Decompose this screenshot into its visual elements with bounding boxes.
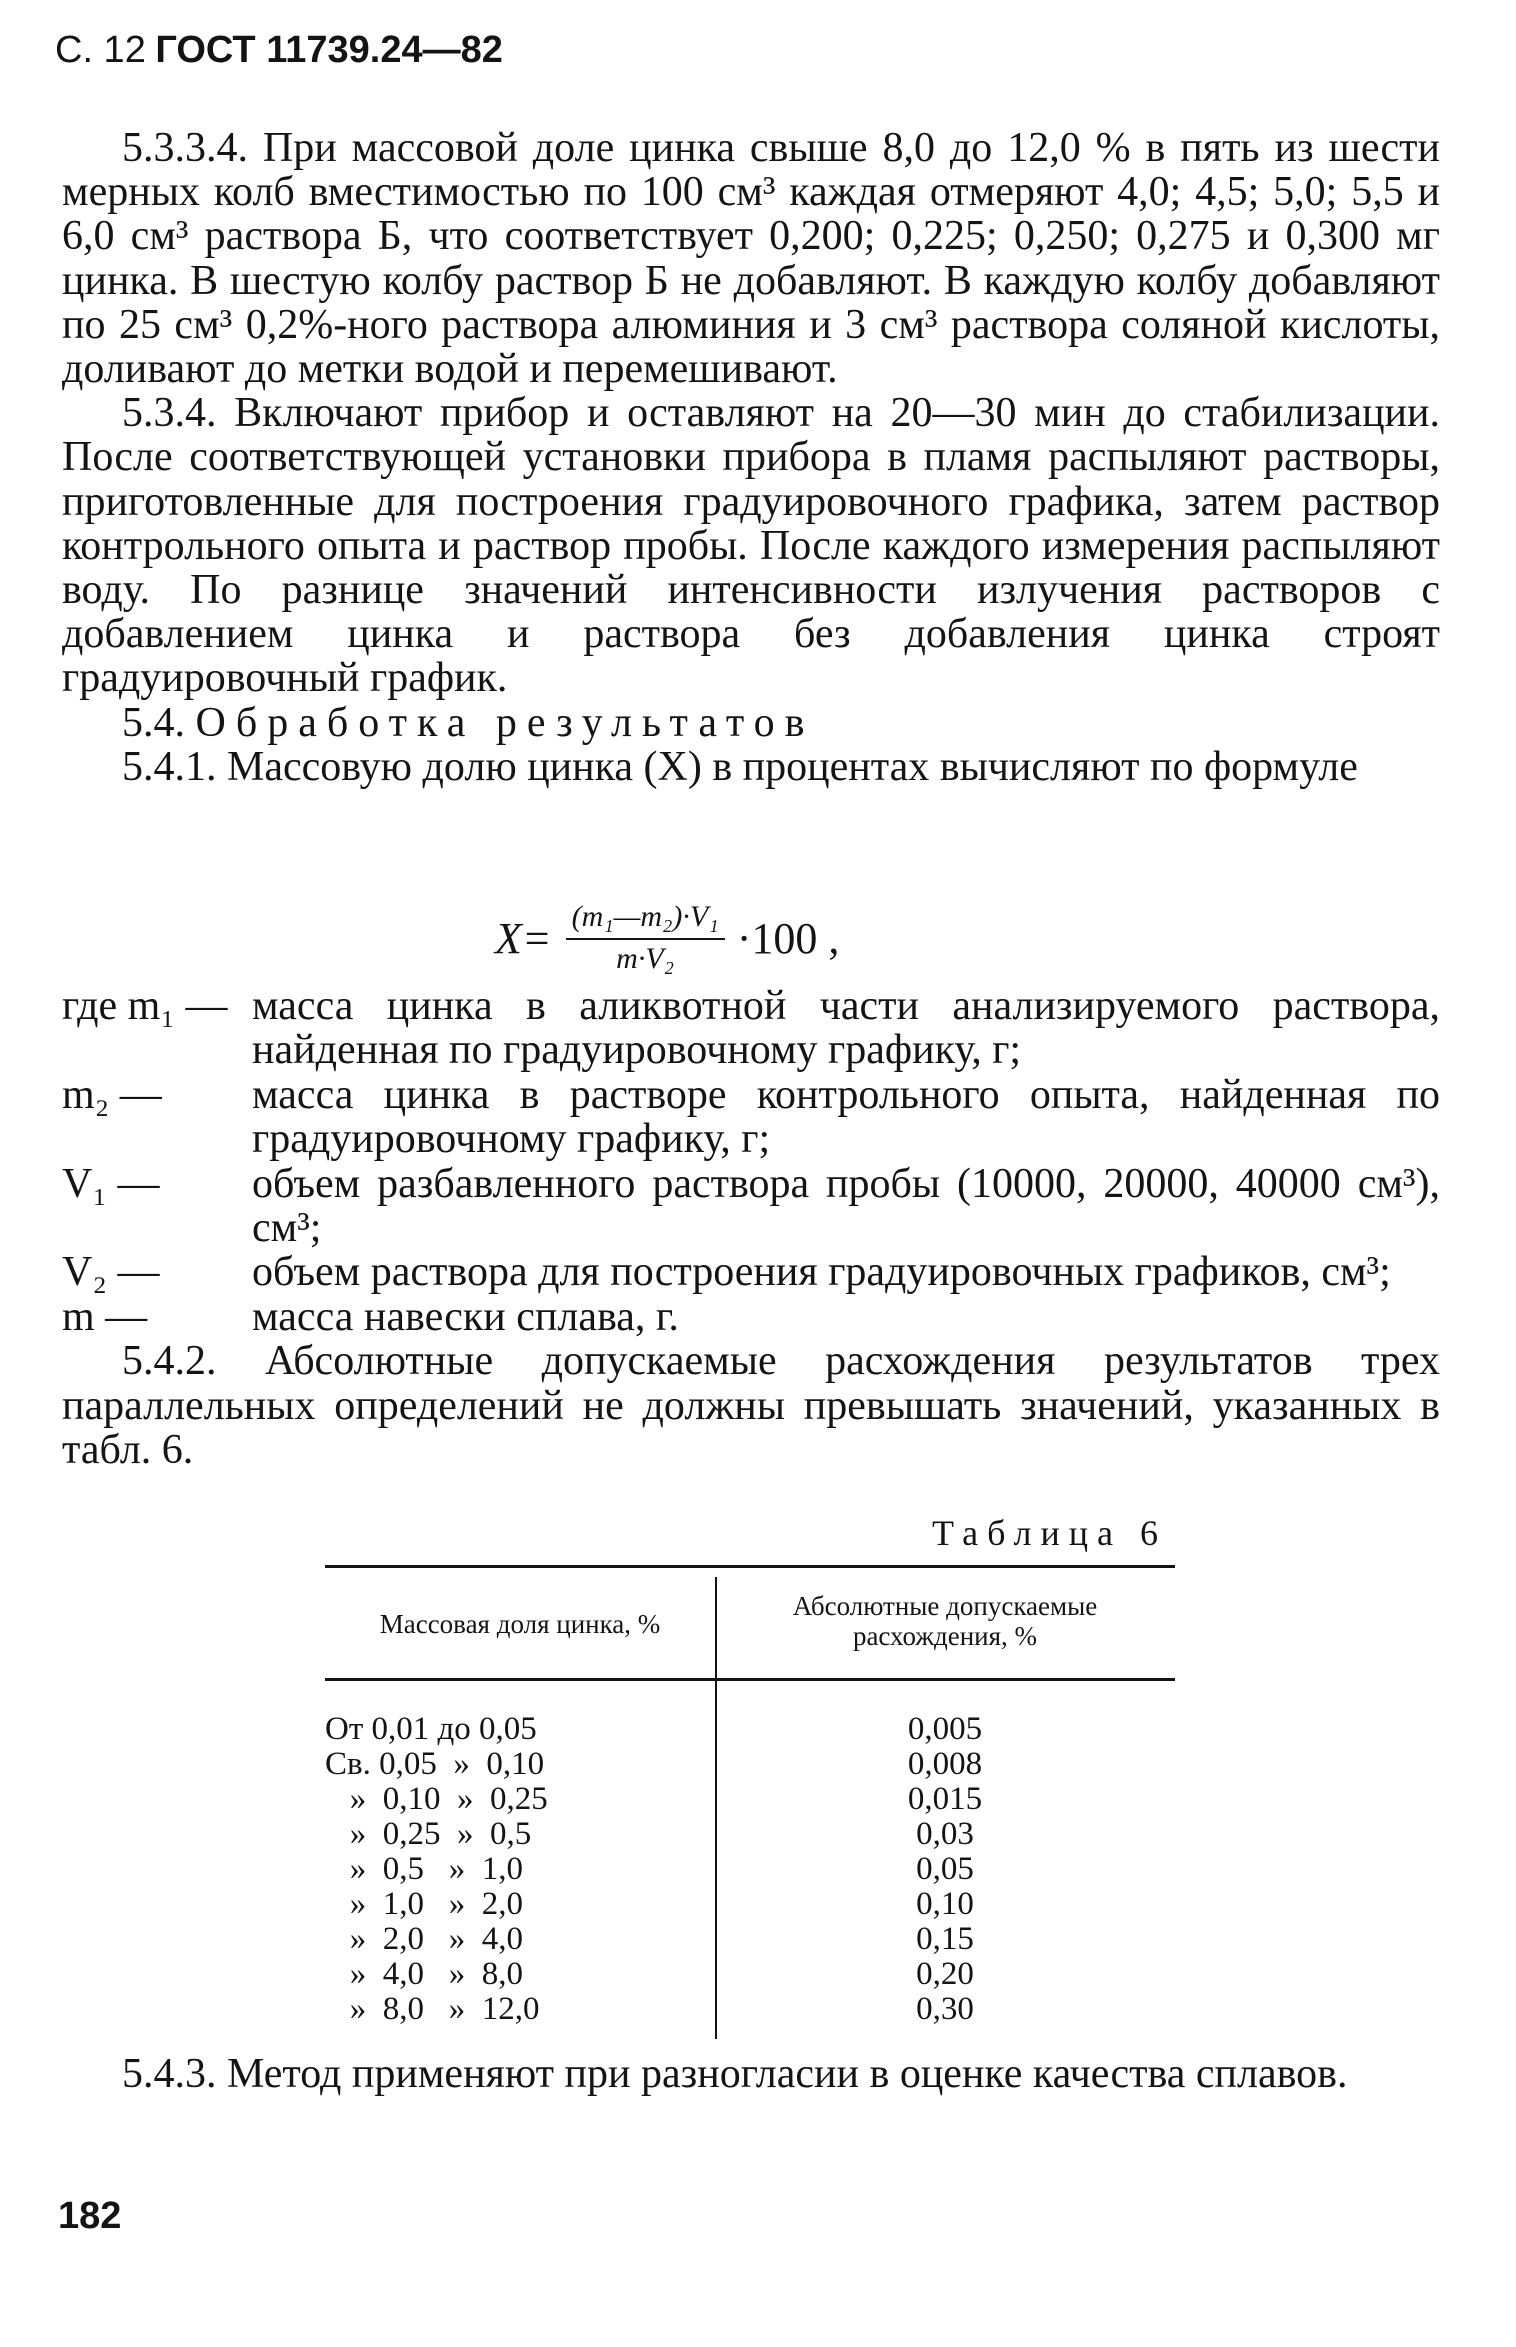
definition-text: объем раствора для построения градуировочных графиков, см³;: [252, 1249, 1391, 1296]
table-header-tolerance: Абсолютные допускаемые расхождения, %: [792, 1591, 1098, 1651]
cell-value: 0,05: [916, 1851, 974, 1887]
definition-item: [62, 1073, 1440, 1162]
paragraph-5-4-3-text: 5.4.3. Метод применяют при разногласии в оценке качества сплавов.: [122, 2051, 1348, 2097]
definitions-list: [62, 984, 1440, 1472]
formula: [495, 900, 839, 976]
header-section: С. 12: [55, 29, 146, 71]
cell-value: 0,008: [907, 1746, 983, 1782]
paragraph-5-4-2: 5.4.2. Абсолютные допускаемые расхождения результатов трех параллельных определений не должны превышать значений, указанных в табл. 6.: [62, 1338, 1440, 1474]
formula-denominator: m·V₂: [616, 942, 675, 975]
cell-value: 0,005: [907, 1711, 983, 1747]
table-title: Таблица 6: [932, 1513, 1167, 1553]
definition-symbol: m —: [62, 1293, 148, 1340]
paragraph-5-3-3-4: 5.3.3.4. При массовой доле цинка свыше 8,0 до 12,0 % в пять из шести мерных колб вместимостью по 100 см³ каждая отмеряют 4,0; 4,5; 5,0; 5,5 и 6,0 см³ раствора Б, что соответствует 0,200; 0,225; 0,250; 0,275 и 0,300 мг цинка. В шестую колбу раствор Б не добавляют. В каждую колбу добавляют по 25 см³ 0,2%-ного раствора алюминия и 3 см³ раствора соляной кислоты, доливают до метки водой и перемешивают.: [62, 125, 1440, 393]
cell-range: » 0,25 » 0,5: [325, 1816, 532, 1852]
definition-item: [62, 984, 1440, 1073]
table-row: [325, 1922, 1175, 1957]
cell-range: » 8,0 » 12,0: [325, 1991, 540, 2027]
paragraph-5-3-4: 5.3.4. Включают прибор и оставляют на 20—30 мин до стабилизации. После соответствующей установки прибора в пламя распыляют растворы, приготовленные для построения градуировочного графика, затем раствор контрольного опыта и раствор пробы. После каждого измерения распыляют воду. По разнице значений интенсивности излучения растворов с добавлением цинка и раствора без добавления цинка строят градуировочный график.: [62, 390, 1440, 702]
cell-range: » 0,10 » 0,25: [325, 1781, 548, 1817]
definition-symbol: V₁ —: [62, 1160, 160, 1207]
definition-text: масса цинка в растворе контрольного опыта, найденная по градуировочному графику, г;: [252, 1071, 1440, 1163]
cell-value: 0,20: [916, 1956, 974, 1992]
main-text: [62, 126, 1440, 789]
formula-lhs: X=: [495, 913, 552, 963]
cell-value: 0,30: [916, 1991, 974, 2027]
cell-range: » 2,0 » 4,0: [325, 1921, 523, 1957]
table-row: [325, 1957, 1175, 1992]
header-standard: ГОСТ 11739.24—82: [155, 29, 503, 71]
table-row: [325, 1817, 1175, 1852]
cell-range: От 0,01 до 0,05: [325, 1711, 537, 1747]
cell-value: 0,03: [916, 1816, 974, 1852]
cell-range: » 1,0 » 2,0: [325, 1886, 523, 1922]
table-body: [325, 1712, 1175, 2027]
table-row: [325, 1747, 1175, 1782]
definition-item: [62, 1162, 1440, 1251]
section-number: 5.4.: [122, 699, 185, 746]
definition-symbol: V₂ —: [62, 1249, 160, 1296]
cell-range: » 4,0 » 8,0: [325, 1956, 523, 1992]
cell-value: 0,15: [916, 1921, 974, 1957]
definition-symbol: m₂ —: [62, 1071, 162, 1118]
definition-symbol: где m₁ —: [62, 983, 228, 1029]
page-number: 182: [58, 2195, 122, 2237]
definition-text: объем разбавленного раствора пробы (10000, 20000, 40000 см³), см³;: [252, 1160, 1440, 1252]
table-row: [325, 1782, 1175, 1817]
formula-fraction: [566, 900, 725, 976]
table-top-rule: [325, 1565, 1175, 1568]
page-header: [55, 28, 503, 72]
paragraph-5-4-3: [62, 2052, 1440, 2096]
paragraph-5-4-1: 5.4.1. Массовую долю цинка (X) в процентах вычисляют по формуле: [122, 743, 1358, 790]
cell-value: 0,015: [907, 1781, 983, 1817]
definition-text: масса цинка в аликвотной части анализируемого раствора, найденная по градуировочному графику, г;: [252, 983, 1440, 1074]
definition-item: [62, 1250, 1440, 1294]
cell-range: » 0,5 » 1,0: [325, 1851, 523, 1887]
table-row: [325, 1712, 1175, 1747]
cell-value: 0,10: [916, 1886, 974, 1922]
definition-text: масса навески сплава, г.: [252, 1293, 679, 1340]
formula-factor: ·100 ,: [736, 913, 840, 963]
table-row: [325, 1887, 1175, 1922]
section-heading-5-4: [62, 701, 1440, 745]
table-header-mass-fraction: Массовая доля цинка, %: [379, 1609, 661, 1639]
definition-item: [62, 1295, 1440, 1339]
cell-range: Св. 0,05 » 0,10: [325, 1746, 545, 1782]
section-title: Обработка результатов: [195, 699, 815, 746]
table-row: [325, 1852, 1175, 1887]
table-header-rule: [325, 1678, 1175, 1681]
formula-numerator: (m₁—m₂)·V₁: [566, 900, 725, 940]
table-row: [325, 1992, 1175, 2027]
